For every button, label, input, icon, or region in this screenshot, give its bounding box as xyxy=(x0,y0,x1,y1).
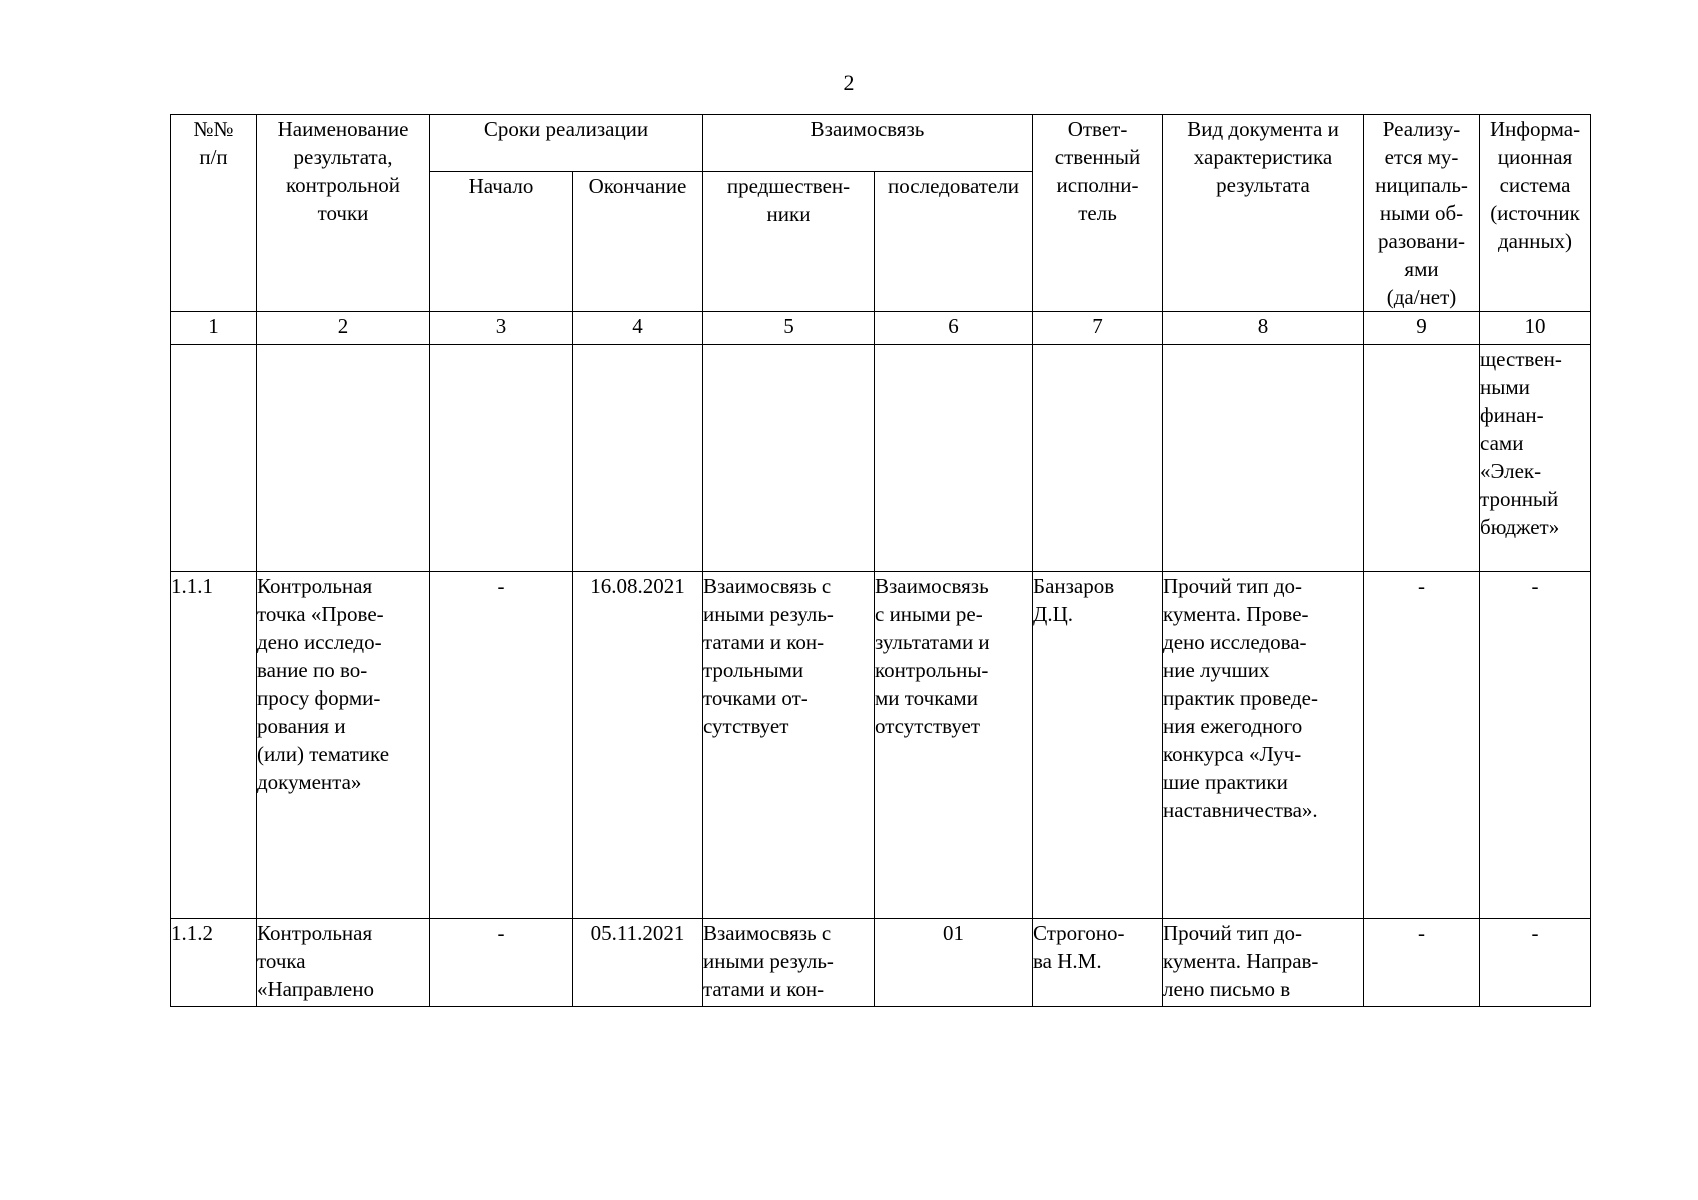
header-relation-group: Взаимосвязь xyxy=(703,115,1033,172)
row-municipal: - xyxy=(1364,919,1480,1007)
column-number: 5 xyxy=(703,312,875,345)
header-responsible: Ответ- ственный исполни- тель xyxy=(1033,115,1163,312)
column-number: 9 xyxy=(1364,312,1480,345)
row-successors: 01 xyxy=(875,919,1033,1007)
table-cell xyxy=(430,345,573,572)
header-municipal: Реализу- ется му- ниципаль- ными об- разовани- ями (да/нет) xyxy=(1364,115,1480,312)
row-number: 1.1.2 xyxy=(171,919,257,1007)
row-municipal: - xyxy=(1364,572,1480,919)
row-info-system: - xyxy=(1480,919,1591,1007)
column-number: 1 xyxy=(171,312,257,345)
continuation-row xyxy=(171,345,1591,572)
header-predecessors: предшествен- ники xyxy=(703,172,875,312)
header-number: №№ п/п xyxy=(171,115,257,312)
header-info-system: Информа- ционная система (источник данных) xyxy=(1480,115,1591,312)
row-predecessors: Взаимосвязь с иными резуль- татами и кон- xyxy=(703,919,875,1007)
column-number: 8 xyxy=(1163,312,1364,345)
column-number: 2 xyxy=(257,312,430,345)
row-responsible: Банзаров Д.Ц. xyxy=(1033,572,1163,919)
table-cell xyxy=(1033,345,1163,572)
table-row xyxy=(171,919,1591,1007)
row-successors: Взаимосвязь с иными ре- зультатами и контрольны- ми точками отсутствует xyxy=(875,572,1033,919)
row-responsible: Строгоно- ва Н.М. xyxy=(1033,919,1163,1007)
column-numbers-row xyxy=(171,312,1591,345)
header-doc-type: Вид документа и характеристика результата xyxy=(1163,115,1364,312)
header-end: Окончание xyxy=(573,172,703,312)
table-cell xyxy=(257,345,430,572)
page-number: 2 xyxy=(843,70,855,95)
column-number: 6 xyxy=(875,312,1033,345)
column-number: 3 xyxy=(430,312,573,345)
table-cell xyxy=(1163,345,1364,572)
table-cell xyxy=(573,345,703,572)
table-cell xyxy=(875,345,1033,572)
header-start: Начало xyxy=(430,172,573,312)
row-predecessors: Взаимосвязь с иными резуль- татами и кон- трольными точками от- сутствует xyxy=(703,572,875,919)
row-name: Контрольная точка «Прове- дено исследо- вание по во- просу форми- рования и (или) тематике документа» xyxy=(257,572,430,919)
column-number: 10 xyxy=(1480,312,1591,345)
row-number: 1.1.1 xyxy=(171,572,257,919)
column-number: 7 xyxy=(1033,312,1163,345)
table-cell xyxy=(171,345,257,572)
row-name: Контрольная точка «Направлено xyxy=(257,919,430,1007)
row-end: 05.11.2021 xyxy=(573,919,703,1007)
row-info-system: - xyxy=(1480,572,1591,919)
column-number: 4 xyxy=(573,312,703,345)
table-row xyxy=(171,572,1591,919)
row-end: 16.08.2021 xyxy=(573,572,703,919)
row-start: - xyxy=(430,919,573,1007)
control-points-table xyxy=(170,114,1591,1007)
header-terms-group: Сроки реализации xyxy=(430,115,703,172)
header-successors: последователи xyxy=(875,172,1033,312)
continuation-info-system: ществен- ными финан- сами «Элек- тронный бюджет» xyxy=(1480,345,1591,572)
table-cell xyxy=(703,345,875,572)
row-doc-type: Прочий тип до- кумента. Прове- дено исследова- ние лучших практик проведе- ния ежегодного конкурса «Луч- шие практики наставничества». xyxy=(1163,572,1364,919)
header-row-1 xyxy=(171,115,1591,172)
table-cell xyxy=(1364,345,1480,572)
row-start: - xyxy=(430,572,573,919)
row-doc-type: Прочий тип до- кумента. Направ- лено письмо в xyxy=(1163,919,1364,1007)
header-name: Наименование результата, контрольной точки xyxy=(257,115,430,312)
